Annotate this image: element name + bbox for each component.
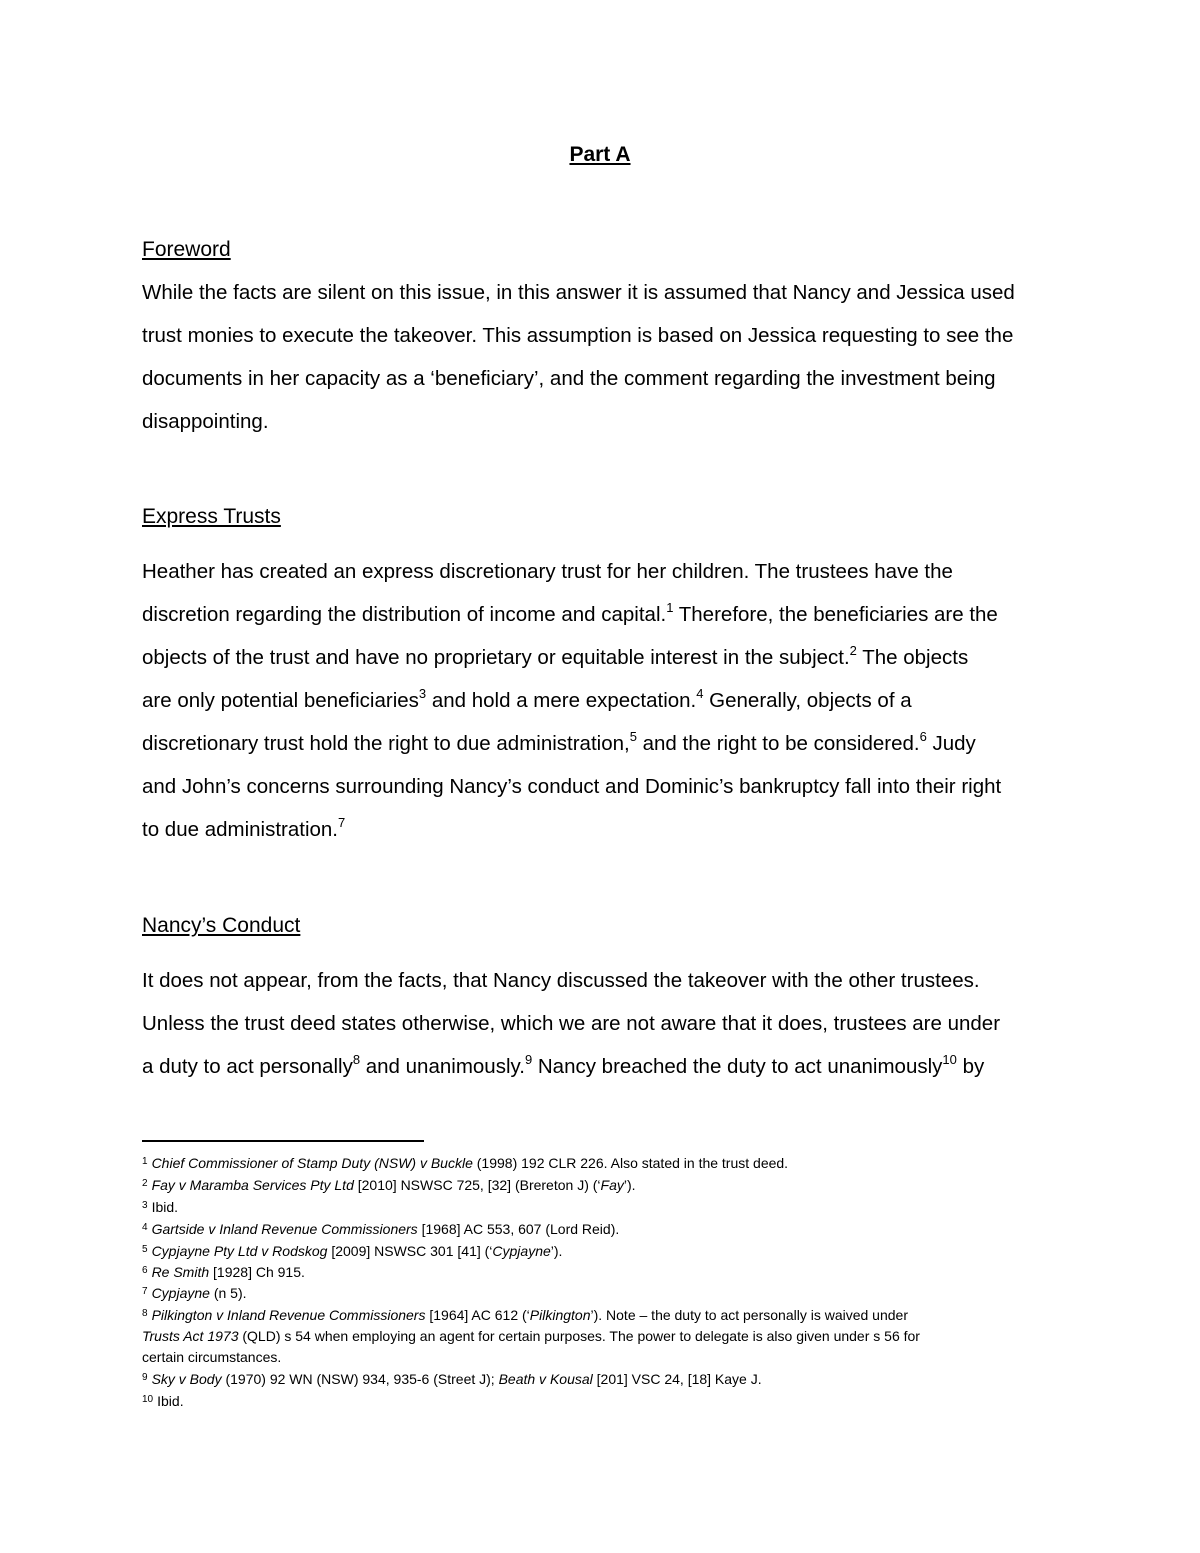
footnote-9: $^9$ Sky v Body (1970) 92 WN (NSW) 934, 935-6 (Street J); Beath v Kousal [201] VSC 24, [18] Kaye J. xyxy=(142,1371,762,1387)
paragraph-line: It does not appear, from the facts, that Nancy discussed the takeover with the other trustees. xyxy=(142,969,980,992)
paragraph-line: documents in her capacity as a ‘beneficiary’, and the comment regarding the investment being xyxy=(142,367,996,390)
paragraph-line: and John’s concerns surrounding Nancy’s conduct and Dominic’s bankruptcy fall into their right xyxy=(142,775,1002,798)
paragraph-line: Unless the trust deed states otherwise, which we are not aware that it does, trustees are under xyxy=(142,1012,1001,1035)
footnote-ref: 7 xyxy=(338,815,346,830)
footnote-7: $^7$ Cypjayne (n 5). xyxy=(142,1285,247,1301)
footnote-ref: 1 xyxy=(666,600,674,615)
express-trusts-heading: Express Trusts xyxy=(142,505,281,528)
footnote-8-line-2: Trusts Act 1973 (QLD) s 54 when employing an agent for certain purposes. The power to delegate is also given under s 56 for xyxy=(142,1328,920,1344)
paragraph-line: While the facts are silent on this issue, in this answer it is assumed that Nancy and Jessica used xyxy=(142,281,1015,304)
foreword-heading: Foreword xyxy=(142,238,231,261)
paragraph-line: Heather has created an express discretionary trust for her children. The trustees have the xyxy=(142,560,953,583)
paragraph-line: discretionary trust hold the right to due administration,$^5$ and the right to be considered.$^6$ Judy xyxy=(142,729,976,755)
footnote-3: $^3$ Ibid. xyxy=(142,1199,179,1215)
footnote-ref: 5 xyxy=(629,729,637,744)
footnote-ref: 4 xyxy=(696,686,704,701)
footnote-5: $^5$ Cypjayne Pty Ltd v Rodskog [2009] NSWSC 301 [41] (‘Cypjayne’). xyxy=(142,1243,563,1259)
nancys-conduct-heading: Nancy’s Conduct xyxy=(142,914,301,937)
footnote-ref: 8 xyxy=(352,1052,361,1067)
footnote-8: $^8$ Pilkington v Inland Revenue Commissioners [1964] AC 612 (‘Pilkington’). Note – the duty to act personally is waived under xyxy=(142,1307,908,1323)
footnote-ref: 6 xyxy=(919,729,927,744)
paragraph-line: objects of the trust and have no proprietary or equitable interest in the subject.$^2$ The objects xyxy=(142,643,969,669)
footnote-6: $^6$ Re Smith [1928] Ch 915. xyxy=(142,1264,305,1280)
paragraph-line: are only potential beneficiaries$^3$ and hold a mere expectation.$^4$ Generally, objects of a xyxy=(142,686,912,712)
paragraph-line: discretion regarding the distribution of income and capital.$^1$ Therefore, the beneficiaries are the xyxy=(142,600,998,626)
footnote-ref: 2 xyxy=(849,643,857,658)
paragraph-line: disappointing. xyxy=(142,410,269,433)
footnote-ref: 3 xyxy=(418,686,427,701)
footnote-2: $^2$ Fay v Maramba Services Pty Ltd [2010] NSWSC 725, [32] (Brereton J) (‘Fay’). xyxy=(142,1177,636,1193)
footnote-8-line-3: certain circumstances. xyxy=(142,1349,282,1365)
footnote-separator xyxy=(142,1140,424,1142)
footnote-ref: 10 xyxy=(942,1052,957,1067)
footnote-1: $^1$ Chief Commissioner of Stamp Duty (NSW) v Buckle (1998) 192 CLR 226. Also stated in the trust deed. xyxy=(142,1155,789,1171)
page-title: Part A xyxy=(569,143,631,166)
footnote-4: $^4$ Gartside v Inland Revenue Commissioners [1968] AC 553, 607 (Lord Reid). xyxy=(142,1221,620,1237)
footnote-ref: 9 xyxy=(524,1052,533,1067)
paragraph-line: a duty to act personally$^8$ and unanimously.$^9$ Nancy breached the duty to act unanimously$^{10}$ by xyxy=(142,1052,985,1078)
paragraph-line: trust monies to execute the takeover. This assumption is based on Jessica requesting to see the xyxy=(142,324,1014,347)
footnote-10: $^{10}$ Ibid. xyxy=(142,1393,184,1409)
paragraph-line: to due administration.$^7$ xyxy=(142,815,346,841)
